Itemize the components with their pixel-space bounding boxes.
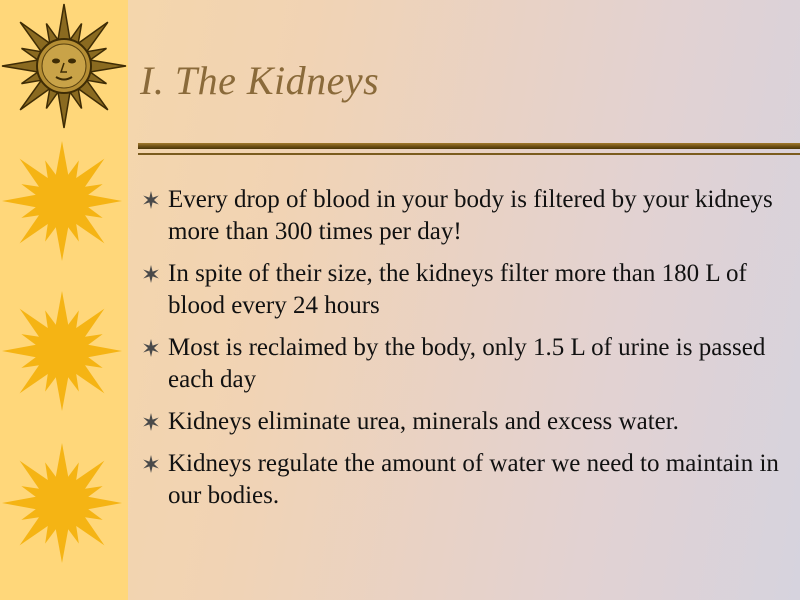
bullet-text: In spite of their size, the kidneys filter more than 180 L of blood every 24 hours — [168, 260, 747, 319]
title-divider — [138, 143, 800, 157]
sun-icon — [0, 286, 130, 416]
sun-face-icon — [0, 2, 130, 132]
star-bullet-icon — [142, 191, 160, 209]
star-bullet-icon — [142, 265, 160, 283]
sun-icon — [0, 438, 130, 568]
bullet-text: Most is reclaimed by the body, only 1.5 L of urine is passed each day — [168, 334, 766, 393]
star-bullet-icon — [142, 455, 160, 473]
list-item — [142, 448, 792, 512]
sun-icon — [0, 136, 130, 266]
bullet-text: Every drop of blood in your body is filtered by your kidneys more than 300 times per day! — [168, 186, 773, 245]
star-bullet-icon — [142, 339, 160, 357]
list-item — [142, 258, 792, 322]
list-item — [142, 406, 792, 438]
star-bullet-icon — [142, 413, 160, 431]
slide-title: I. The Kidneys — [140, 58, 380, 103]
bullet-list — [142, 184, 792, 522]
list-item — [142, 332, 792, 396]
bullet-text: Kidneys regulate the amount of water we need to maintain in our bodies. — [168, 450, 779, 509]
list-item — [142, 184, 792, 248]
bullet-text: Kidneys eliminate urea, minerals and excess water. — [168, 408, 679, 435]
